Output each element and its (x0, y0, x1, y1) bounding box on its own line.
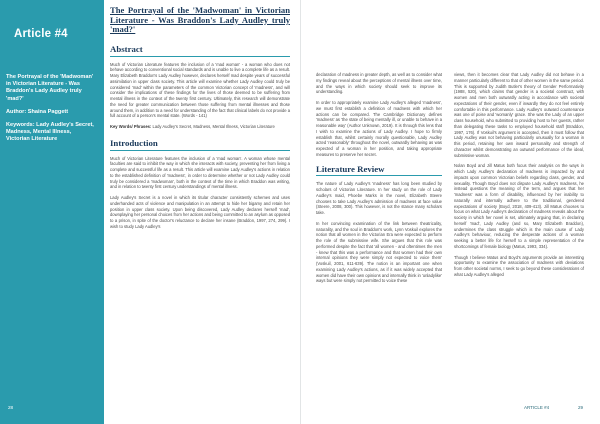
body-paragraph: views, then it becomes clear that Lady Audley did not behave in a manner particularly different to that of other women in the same period. This is supported by Judith Butler's theory of Gender Performativity (1988, 520), which claims that gender is a societal construct, with women and men both outwardly acting in accordance with societal expectations of their gender, even if inwardly they do not feel entirely comfortable in this performance. Lady Audley's outward countenance was one of poise and 'womanly' grace. She was the Lady of an upper class household, who submitted to providing host to her guests, rather than delegating these tasks to employed household staff (Braddon, 1997, 176). If Voskuil's argument is accepted, then it must follow that Lady Audley was not behaving particularly unusually for a woman in this period, retaining her own inward personality and strength of character whilst demonstrating an outward performance of the ideal, submissive woman. (454, 72, 584, 158)
column-left (110, 6, 290, 235)
literature-review-heading: Literature Review (316, 167, 442, 177)
keywords-label: Key Words/ Phrases: (110, 124, 152, 130)
article-title: The Portrayal of the 'Madwoman' in Victorian Literature - Was Braddon's Lady Audley truly 'mad?' (110, 5, 290, 35)
article-sidebar (0, 0, 104, 424)
intro-paragraph: Much of Victorian Literature features the inclusion of a 'mad woman'. A woman whose mental faculties are said to inhibit the way in which she interacts with society, preventing her from living a complete and successful life as a result. This article will examine Lady Audley's actions in relation to the established definition of 'madness', in order to determine whether or not Lady Audley could truly be considered a 'madwoman', both in the context of the time in which Braddon was writing, and in relation to twenty first century understandings of mental illness. (110, 155, 290, 190)
left-page-number: 28 (8, 405, 14, 410)
introduction-heading: Introduction (110, 141, 290, 151)
sidebar-author: Author: Shaina Paggett (6, 108, 69, 115)
article-label: Article #4 (14, 28, 68, 40)
page-gutter (300, 0, 301, 424)
keywords-line (110, 124, 290, 130)
column-middle (316, 72, 442, 289)
sidebar-meta (6, 74, 96, 150)
sidebar-title: The Portrayal of the 'Madwoman' in Victorian Literature - Was Braddon's Lady Audley truly 'mad?' (6, 74, 94, 102)
body-paragraph: Though I believe Matus and Boyd's arguments provide an interesting opportunity to examine the association of madness with deviations from other societal norms, I seek to go beyond these considerations of what Lady Audley's alleged (454, 254, 584, 277)
abstract-paragraph: Much of Victorian Literature features the inclusion of a 'mad woman' - a woman who does not behave according to conventional social standards and is unable to live a complete life as a result. Mary Elizabeth Braddon's Lady Audley however, declares herself mad despite years of successful assimilation in upper class society. This article will examine whether Lady Audley could truly be considered 'mad' within the parameters of the common Victorian concept of 'madness', and will consider the implications of these findings for the lives of those deemed to be suffering from mental illness in the context of the twenty first century. Ultimately, this research will demonstrate the need for greater communication between those suffering from mental illnesses and those around them, in addition to a need for understanding of the fact that clinical labels do not provide a full account of a person's mental state. (Words - 141) (110, 61, 291, 119)
right-page-number: 29 (578, 405, 584, 410)
body-paragraph: Nolan Boyd and Jill Matus both focus their analysis on the ways in which Lady Audley's declaration of madness is impacted by and impacts upon common Victorian beliefs regarding class, gender, and sexuality. Though Boyd does not dispute Lady Audley's madness, he instead questions the meaning of the term, and argues that her 'madness' was a form of disability, influenced by her inability to naturally and internally adhere to the traditional, gendered expectations of society (Boyd, 2018, 409-413). Jill Matus chooses to focus on what Lady Audley's declaration of madness reveals about the society in which her novel is set, ultimately arguing that, in declaring herself 'mad', Lady Audley (and so, Mary Elizabeth Braddon), undermines the class struggle which is the main cause of Lady Audley's behaviour, reducing the desperate actions of a woman seeking a better life for herself to a simple representation of the shortcomings of female biology (Matus, 1993, 334). (454, 163, 584, 249)
body-paragraph: declaration of madness in greater depth, as well as to consider what my findings reveal about the perceptions of mental illness over time, and the ways in which society should seek to improve its understanding. (316, 72, 442, 95)
sidebar-keywords: Keywords: Lady Audley's Secret, Madness, Mental Illness, Victorian Literature (6, 122, 94, 143)
column-right (454, 72, 584, 283)
body-paragraph: In order to appropriately examine Lady Audley's alleged 'madness', we must first establish a definition of madness with which her actions can be compared. The Cambridge Dictionary defines 'madness' as 'the state of being mentally ill, or unable to behave in a reasonable way' (Author Unknown, 2019). It is through this lens that I wish to examine the actions of Lady Audley. I hope to firmly establish that, whilst certainly morally questionable, Lady Audley acted 'reasonably' throughout the novel, outwardly behaving as was expected of a woman in her position, and taking appropriate measures to preserve her secret. (316, 100, 442, 157)
review-paragraph: The nature of Lady Audley's 'madness' has long been studied by scholars of Victorian Literature. In her study on the role of Lady Audley's maid, Phoebe Marks in the novel, Elizabeth Steere chooses to take Lady Audley's admission of madness at face value (Steere, 2008, 300). This however, is not the stance many scholars take. (316, 181, 442, 215)
intro-paragraph: Lady Audley's Secret is a novel in which its titular character consistently schemes and uses underhanded acts of violence and manipulation in an attempt to hide her bigamy and retain her position in upper class society. Upon being discovered, Lady Audley declares herself 'mad', downplaying her personal choices from her actions and being committed to an asylum as opposed to a prison, in spite of the doctor's reluctance to declare her insane (Braddon, 1997, 274, 299). I wish to study Lady Audley's (110, 195, 290, 229)
review-paragraph: In her convincing examination of the link between theatricality, naturality, and the soul in Braddon's work, Lynn Voskuil explores the notion that all women in the Victorian Era were expected to perform the role of the submissive wife. She argues that this role was performed despite the fact that 'all women - and oftentimes the men - knew that this was a performance and that women had their own internal opinions they were simply not expected to voice them' (Voskuil, 2001, 611-639). The notion is an important one when examining Lady Audley's actions, as if it was widely accepted that women did have their own opinions and internally think in 'unladylike' ways but were simply not permitted to voice these (316, 220, 442, 284)
abstract-heading: Abstract (110, 47, 290, 57)
footer-article-label: ARTICLE #4 (524, 405, 550, 410)
keywords-text: Lady Audley's Secret, Madness, Mental Illness, Victorian Literature (152, 124, 275, 130)
